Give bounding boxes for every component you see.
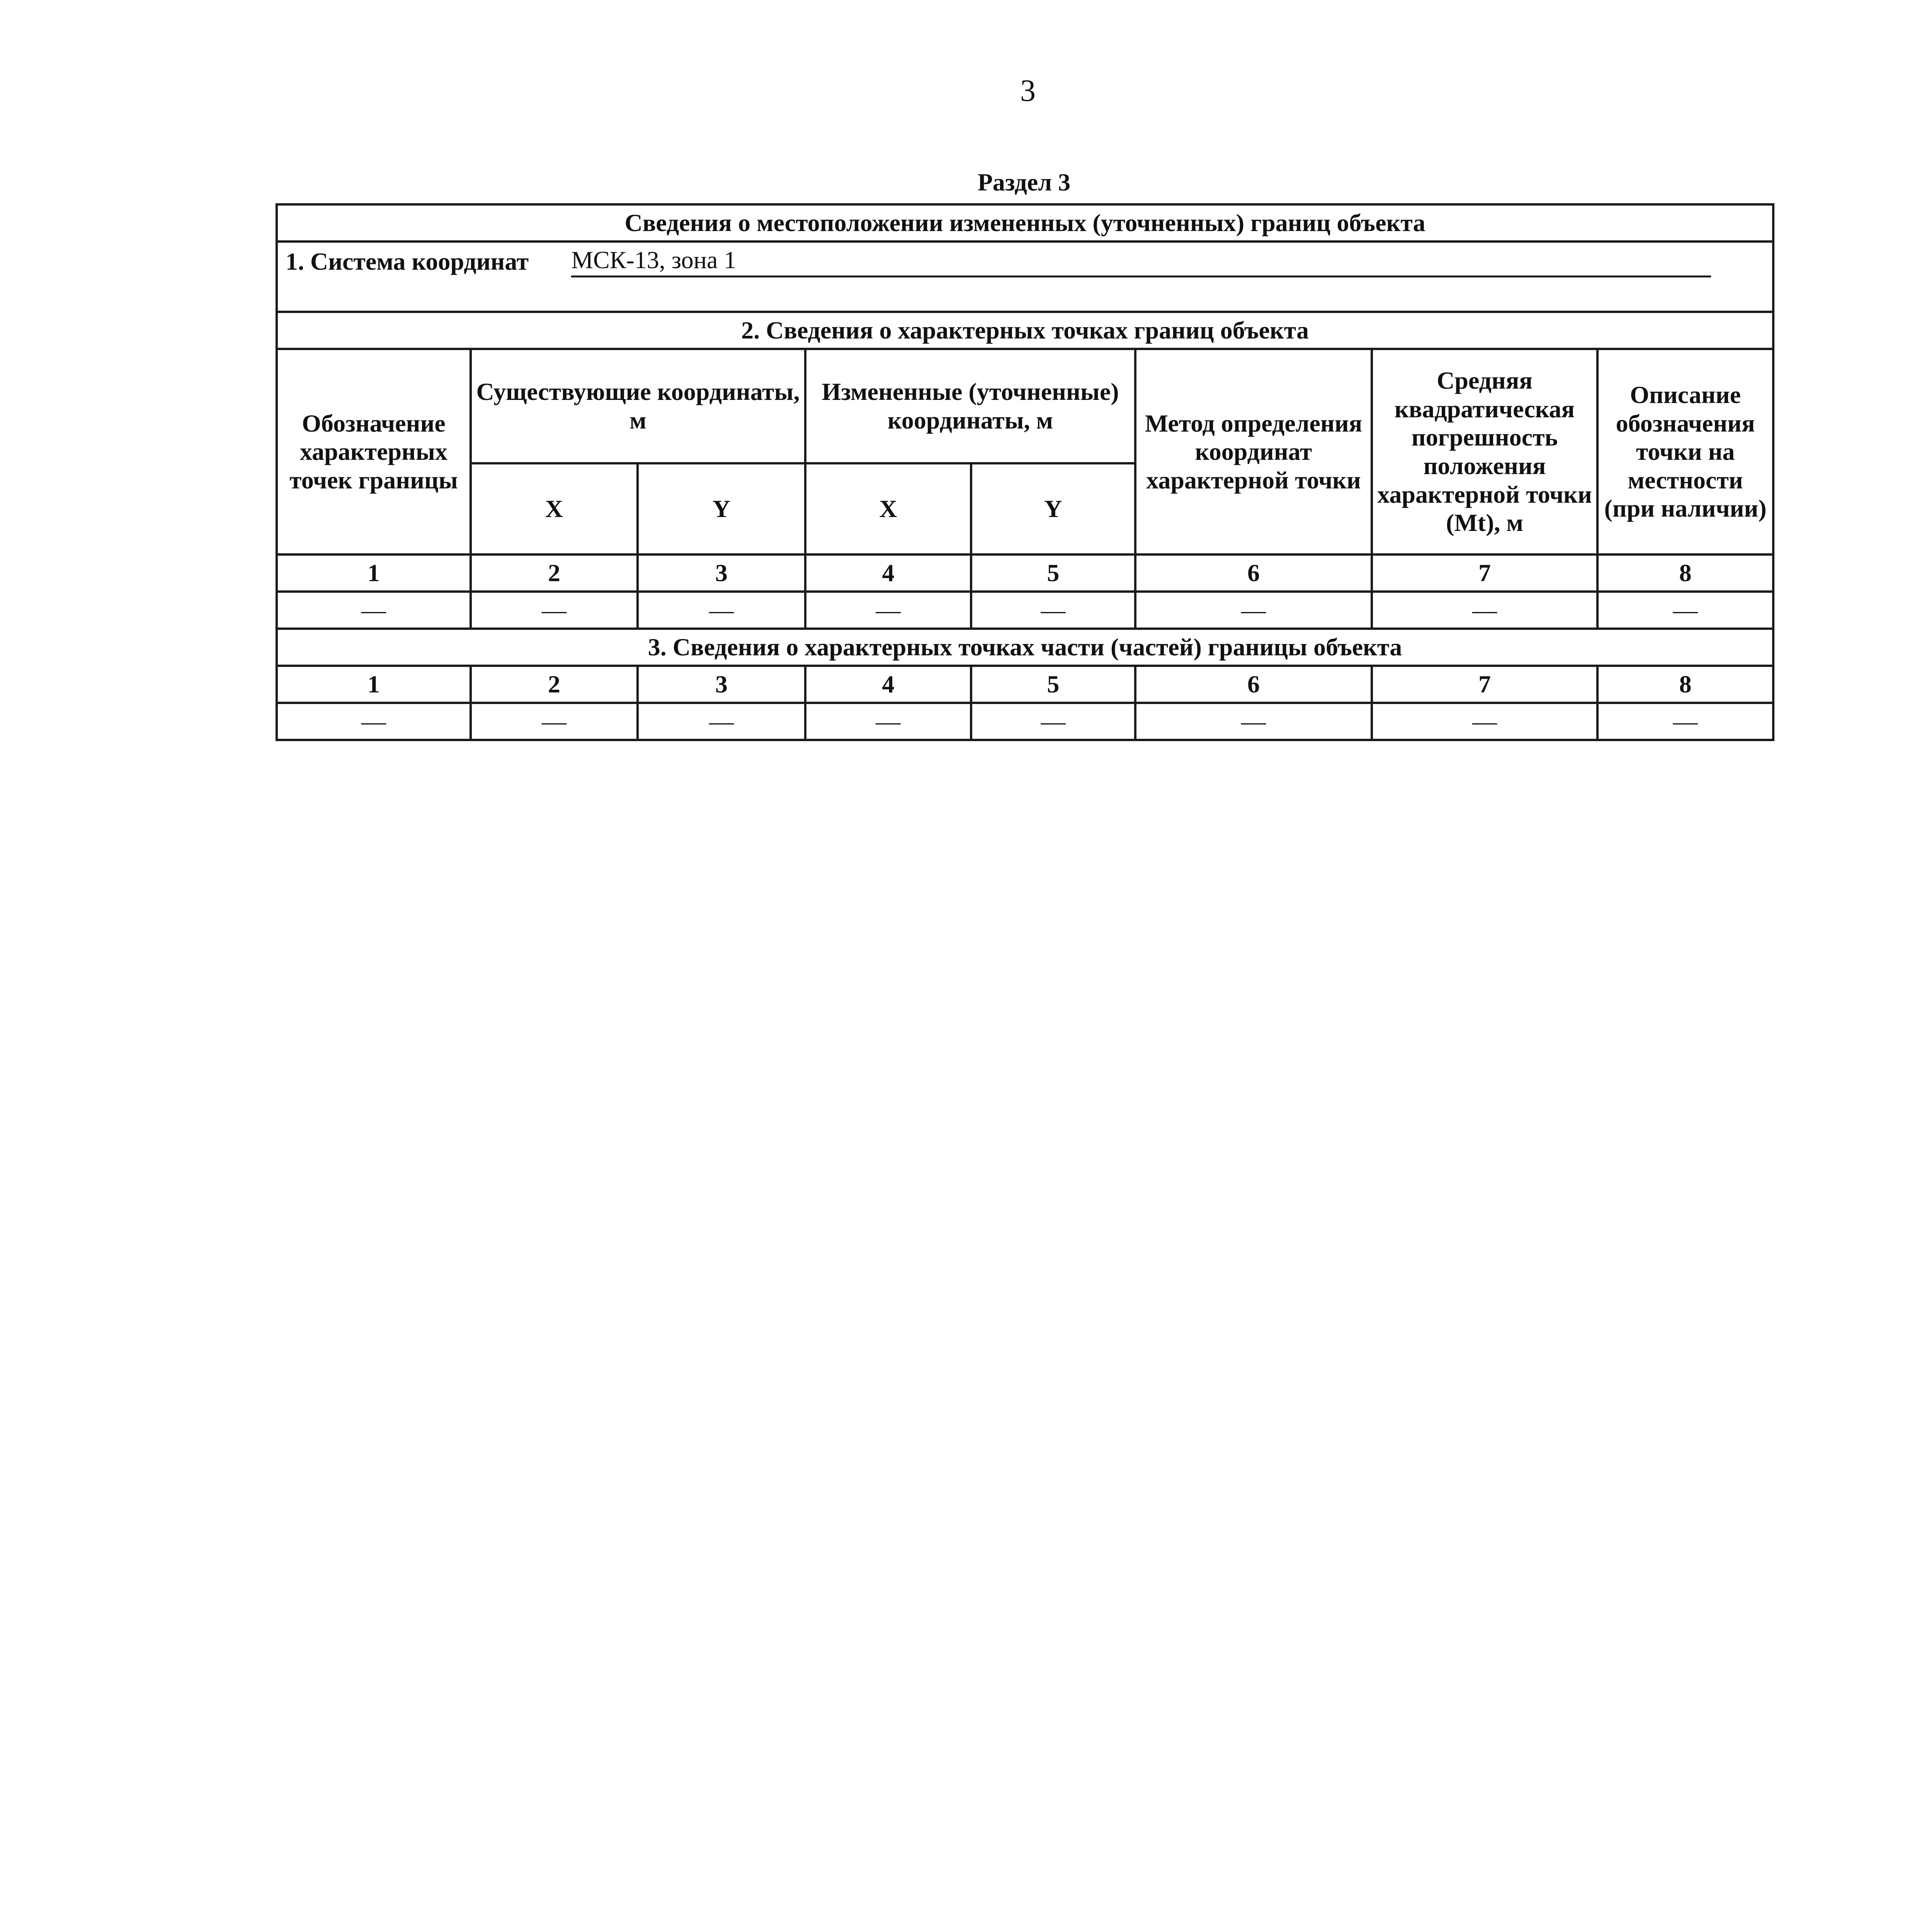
table-cell: — — [277, 703, 471, 740]
column-number: 1 — [277, 554, 471, 592]
column-number: 4 — [805, 554, 971, 592]
table-cell: — — [1597, 592, 1773, 629]
col-existing-x-header: X — [471, 463, 638, 554]
col-method-header: Метод определения координат характерной точки — [1135, 349, 1372, 554]
column-number: 5 — [971, 554, 1135, 592]
column-number: 1 — [277, 666, 471, 703]
column-number: 2 — [471, 554, 638, 592]
column-number: 3 — [638, 554, 805, 592]
column-number: 5 — [971, 666, 1135, 703]
col-changed-x-header: X — [805, 463, 971, 554]
table-cell: — — [638, 592, 805, 629]
col-error-header: Средняя квадратическая погрешность положения характерной точки (Mt), м — [1372, 349, 1597, 554]
boundary-table — [276, 203, 1774, 741]
table-cell: — — [1597, 703, 1773, 740]
column-number: 6 — [1135, 666, 1372, 703]
col-changed-coords-header: Измененные (уточненные) координаты, м — [805, 349, 1135, 463]
table-cell: — — [971, 703, 1135, 740]
table-cell: — — [471, 592, 638, 629]
column-number: 7 — [1372, 666, 1597, 703]
col-existing-y-header: Y — [638, 463, 805, 554]
coord-system-blank — [277, 280, 1773, 312]
table-cell: — — [471, 703, 638, 740]
page-number: 3 — [1020, 74, 1036, 108]
col-description-header: Описание обозначения точки на местности (при наличии) — [1597, 349, 1773, 554]
coord-system-row — [277, 242, 1773, 280]
table-cell: — — [1372, 592, 1597, 629]
table-cell: — — [971, 592, 1135, 629]
column-number: 7 — [1372, 554, 1597, 592]
column-number: 4 — [805, 666, 971, 703]
column-number: 8 — [1597, 666, 1773, 703]
main-heading: Сведения о местоположении измененных (уточненных) границ объекта — [277, 204, 1773, 242]
table-cell: — — [638, 703, 805, 740]
coord-system-label: 1. Система координат — [286, 248, 529, 276]
parts-heading: 3. Сведения о характерных точках части (частей) границы объекта — [277, 629, 1773, 666]
col-designation-header: Обозначение характерных точек границы — [277, 349, 471, 554]
column-number: 8 — [1597, 554, 1773, 592]
table-cell: — — [277, 592, 471, 629]
col-changed-y-header: Y — [971, 463, 1135, 554]
coord-system-value: МСК-13, зона 1 — [571, 246, 1711, 278]
table-cell: — — [805, 592, 971, 629]
table-cell: — — [1135, 703, 1372, 740]
section-title: Раздел 3 — [977, 168, 1071, 196]
table-cell: — — [1135, 592, 1372, 629]
col-existing-coords-header: Существующие координаты, м — [471, 349, 805, 463]
column-number: 3 — [638, 666, 805, 703]
column-number: 6 — [1135, 554, 1372, 592]
points-heading: 2. Сведения о характерных точках границ объекта — [277, 312, 1773, 349]
table-cell: — — [805, 703, 971, 740]
table-cell: — — [1372, 703, 1597, 740]
column-number: 2 — [471, 666, 638, 703]
